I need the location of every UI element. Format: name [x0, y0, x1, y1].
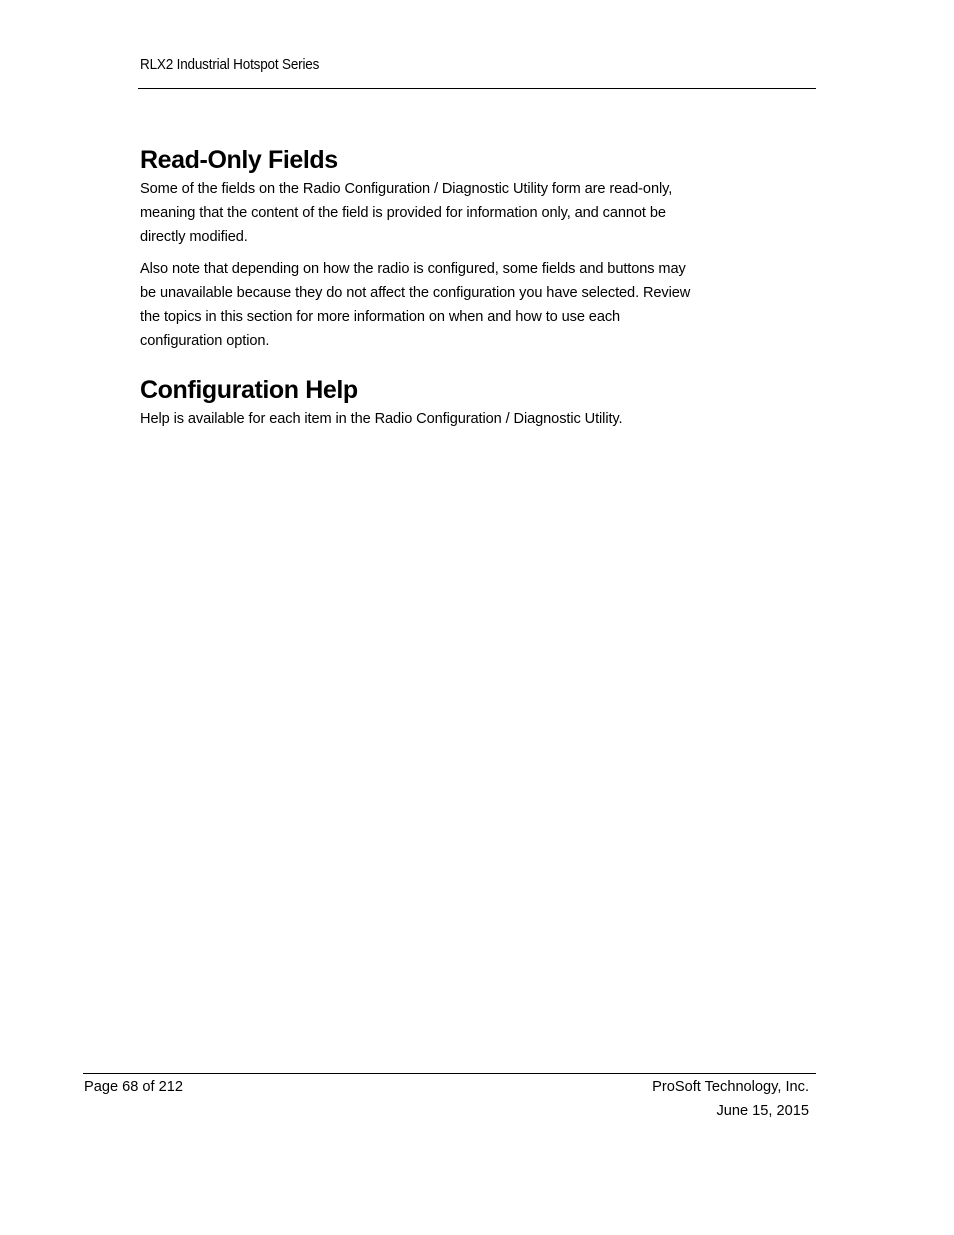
text-line: Also note that depending on how the radio is configured, some fields and buttons may — [140, 261, 686, 277]
text-line: directly modified. — [140, 229, 248, 245]
company-name: ProSoft Technology, Inc. — [652, 1079, 809, 1095]
text-line: the topics in this section for more information on when and how to use each — [140, 309, 621, 325]
running-header: RLX2 Industrial Hotspot Series — [140, 56, 320, 73]
page-number: Page 68 of 212 — [84, 1079, 183, 1095]
page-content — [140, 143, 780, 439]
footer-divider — [83, 1073, 816, 1074]
text-line: meaning that the content of the field is provided for information only, and cannot be — [140, 205, 666, 221]
paragraph — [140, 257, 780, 353]
text-line: configuration option. — [140, 333, 270, 349]
footer-info — [652, 1075, 809, 1123]
section-heading-configuration-help: Configuration Help — [140, 376, 358, 404]
text-line: Help is available for each item in the Radio Configuration / Diagnostic Utility. — [140, 411, 623, 427]
publication-date: June 15, 2015 — [716, 1103, 809, 1119]
section-heading-read-only-fields: Read-Only Fields — [140, 146, 338, 174]
paragraph — [140, 407, 780, 431]
text-line: Some of the fields on the Radio Configuration / Diagnostic Utility form are read-only, — [140, 181, 673, 197]
paragraph — [140, 177, 780, 249]
text-line: be unavailable because they do not affect the configuration you have selected. Review — [140, 285, 691, 301]
header-divider — [138, 88, 816, 89]
